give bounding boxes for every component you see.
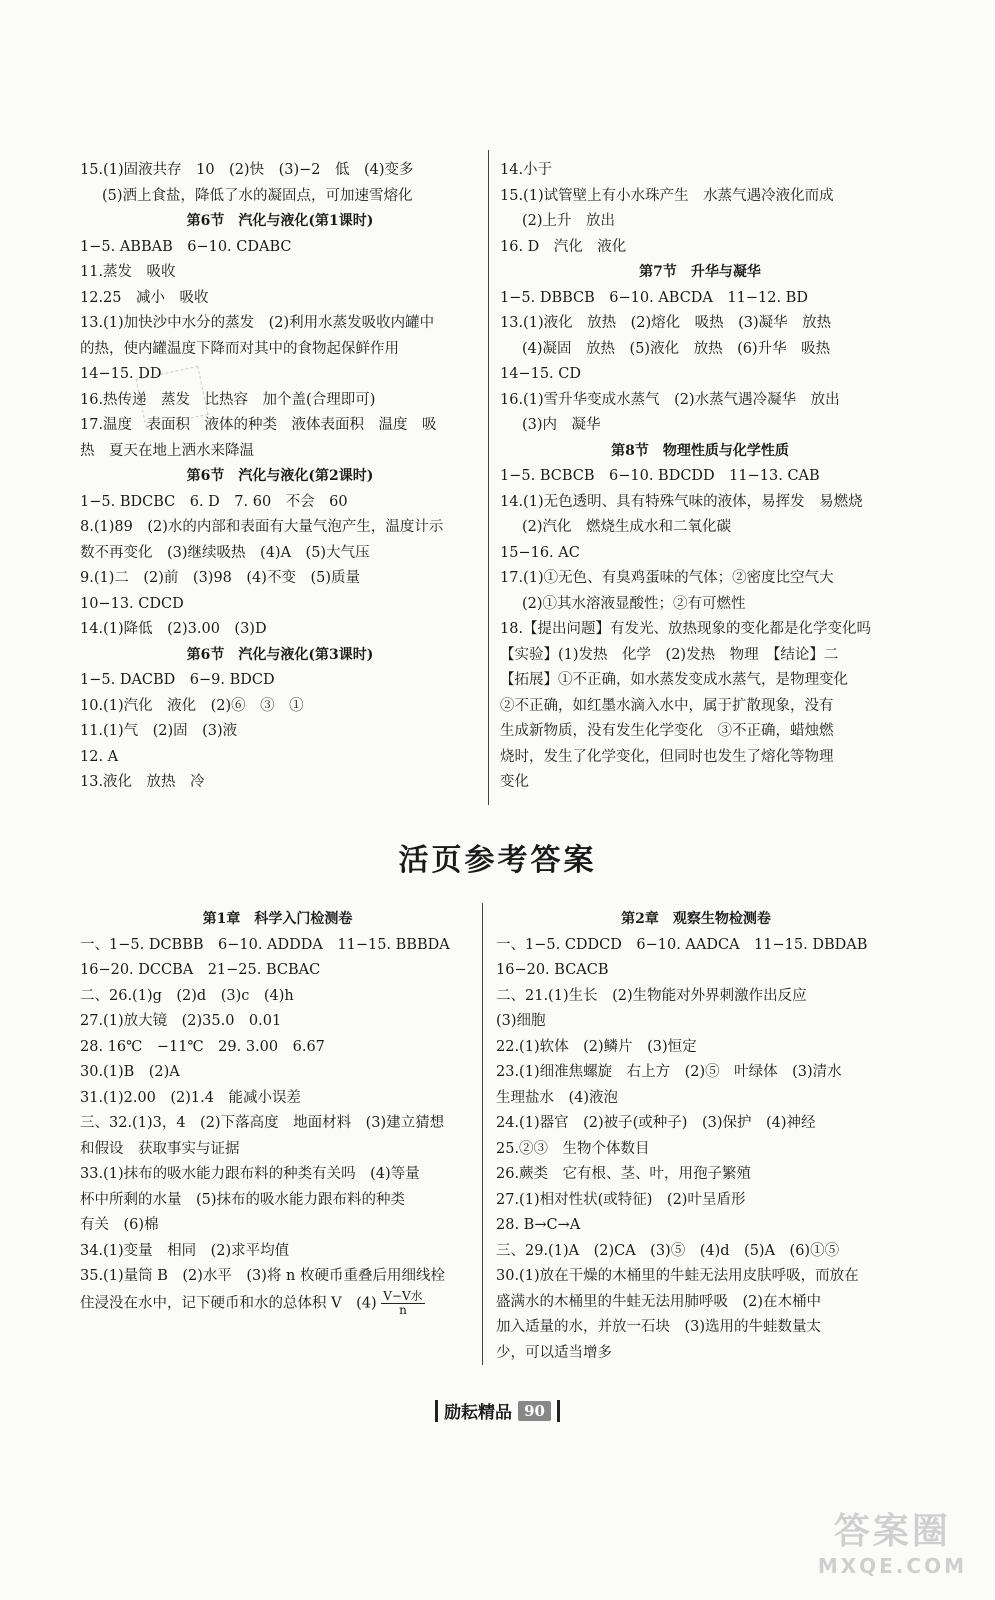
answer-line: 15.(1)试管壁上有小水珠产生 水蒸气遇冷液化而成 xyxy=(500,187,834,204)
answers-column-bottom-right xyxy=(496,907,896,1366)
answer-line: 少，可以适当增多 xyxy=(496,1344,612,1361)
answer-line: 28. B→C→A xyxy=(496,1217,581,1233)
answer-line: 28. 16℃ −11℃ 29. 3.00 6.67 xyxy=(80,1038,325,1055)
answer-line: 二、26.(1)g (2)d (3)c (4)h xyxy=(80,987,294,1004)
answer-line: 23.(1)细准焦螺旋 右上方 (2)⑤ 叶绿体 (3)清水 xyxy=(496,1064,842,1080)
answer-line: 一、1−5. DCBBB 6−10. ADDDA 11−15. BBBDA xyxy=(80,936,450,953)
answer-line: (2)上升 放出 xyxy=(522,213,616,229)
section-heading: 第7节 升华与凝华 xyxy=(639,264,761,280)
answer-line: 14.(1)无色透明、具有特殊气味的液体，易挥发 易燃烧 xyxy=(500,493,863,510)
answer-line: 【拓展】①不正确，如水蒸发变成水蒸气，是物理变化 xyxy=(500,672,848,688)
section-title: 活页参考答案 xyxy=(398,843,597,878)
answer-line: (4)凝固 放热 (5)液化 放热 (6)升华 吸热 xyxy=(522,340,831,357)
answer-line: 25.②③ 生物个体数目 xyxy=(496,1140,650,1157)
answer-line: 16−20. DCCBA 21−25. BCBAC xyxy=(80,962,321,978)
answer-line: 有关 (6)棉 xyxy=(80,1217,159,1233)
answer-line: 三、32.(1)3，4 (2)下落高度 地面材料 (3)建立猜想 xyxy=(80,1115,445,1131)
answer-line: 一、1−5. CDDCD 6−10. AADCA 11−15. DBDAB xyxy=(496,936,868,953)
answer-line: 二、21.(1)生长 (2)生物能对外界刺激作出反应 xyxy=(496,987,807,1004)
section-heading: 第6节 汽化与液化(第3课时) xyxy=(186,646,374,663)
answer-line: 变化 xyxy=(500,774,529,790)
answer-line: 生成新物质，没有发生化学变化 ③不正确，蜡烛燃 xyxy=(500,723,834,739)
answer-line: 31.(1)2.00 (2)1.4 能减小误差 xyxy=(80,1089,301,1106)
answer-line: 1−5. BCBCB 6−10. BDCDD 11−13. CAB xyxy=(500,468,820,484)
answer-line: 1−5. BDCBC 6. D 7. 60 不会 60 xyxy=(80,493,348,510)
page-footer xyxy=(0,1398,995,1426)
answer-line: 26.蕨类 它有根、茎、叶，用孢子繁殖 xyxy=(496,1166,752,1182)
answer-line: 12.25 减小 吸收 xyxy=(80,289,209,306)
answer-line: 33.(1)抹布的吸水能力跟布料的种类有关吗 (4)等量 xyxy=(80,1166,420,1182)
section-heading: 第6节 汽化与液化(第2课时) xyxy=(186,468,374,484)
answer-line: 13.(1)液化 放热 (2)熔化 吸热 (3)凝华 放热 xyxy=(500,315,832,331)
answer-line: (2)汽化 燃烧生成水和二氧化碳 xyxy=(522,519,732,535)
answer-line: 15−16. AC xyxy=(500,544,580,561)
answer-line: 14.小于 xyxy=(500,162,553,178)
answer-line: 14−15. CD xyxy=(500,366,581,382)
footer-brand: 励耘精品 xyxy=(444,1403,513,1423)
answer-line: 12. A xyxy=(80,748,119,765)
answer-line: 和假设 获取事实与证据 xyxy=(80,1140,240,1157)
answer-line: 24.(1)器官 (2)被子(或种子) (3)保护 (4)神经 xyxy=(496,1115,816,1131)
answer-line: 27.(1)相对性状(或特征) (2)叶呈盾形 xyxy=(496,1191,746,1208)
answer-line: 盛满水的木桶里的牛蛙无法用肺呼吸 (2)在木桶中 xyxy=(496,1293,822,1310)
answer-line: 1−5. ABBAB 6−10. CDABC xyxy=(80,238,292,255)
answer-line: (3)内 凝华 xyxy=(522,417,601,433)
section-heading: 第2章 观察生物检测卷 xyxy=(621,911,771,927)
footer-bar-left xyxy=(435,1400,438,1422)
answer-line: 9.(1)二 (2)前 (3)98 (4)不变 (5)质量 xyxy=(80,570,360,586)
answer-line: 13.(1)加快沙中水分的蒸发 (2)利用水蒸发吸收内罐中 xyxy=(80,315,435,331)
watermark xyxy=(818,1503,967,1578)
column-divider-bottom xyxy=(482,903,483,1365)
answer-line: 14−15. DD xyxy=(80,366,162,382)
answer-line: 16−20. BCACB xyxy=(496,962,609,978)
answer-line: 17.温度 表面积 液体的种类 液体表面积 温度 吸 xyxy=(80,417,437,433)
watermark-en: MXQE.COM xyxy=(817,1554,967,1578)
answer-line: 27.(1)放大镜 (2)35.0 0.01 xyxy=(80,1013,282,1029)
answer-line: (2)①其水溶液显酸性；②有可燃性 xyxy=(522,595,746,612)
answer-line: 烧时，发生了化学变化，但同时也发生了熔化等物理 xyxy=(500,748,834,765)
answer-line: 34.(1)变量 相同 (2)求平均值 xyxy=(80,1242,290,1259)
answer-line-fraction: 住浸没在水中，记下硬币和水的总体积 V (4) $\frac{\text{V−V水}}{n}$ xyxy=(80,1288,423,1317)
column-divider-top xyxy=(488,150,489,805)
section-heading: 第6节 汽化与液化(第1课时) xyxy=(186,213,374,229)
answer-line: 18.【提出问题】有发光、放热现象的变化都是化学变化吗 xyxy=(500,621,872,637)
answer-line: 数不再变化 (3)继续吸热 (4)A (5)大气压 xyxy=(80,544,370,561)
section-heading: 第8节 物理性质与化学性质 xyxy=(611,442,789,459)
answers-column-bottom-left xyxy=(80,907,475,1317)
answer-line: 杯中所剩的水量 (5)抹布的吸水能力跟布料的种类 xyxy=(80,1191,406,1208)
footer-bar-right xyxy=(557,1400,560,1422)
answer-line: 22.(1)软体 (2)鳞片 (3)恒定 xyxy=(496,1038,697,1055)
answer-line: 16.热传递 蒸发 比热容 加个盖(合理即可) xyxy=(80,391,376,408)
answers-column-top-right xyxy=(500,158,900,796)
answer-line: 8.(1)89 (2)水的内部和表面有大量气泡产生，温度计示 xyxy=(80,519,444,535)
answer-line: 加入适量的水，并放一石块 (3)选用的牛蛙数量太 xyxy=(496,1319,822,1335)
fraction-denominator: n xyxy=(399,1302,407,1317)
answer-line: 1−5. DBBCB 6−10. ABCDA 11−12. BD xyxy=(500,289,808,306)
answer-line: 热 夏天在地上洒水来降温 xyxy=(80,442,254,459)
answer-line: 14.(1)降低 (2)3.00 (3)D xyxy=(80,621,267,637)
answer-line: 30.(1)B (2)A xyxy=(80,1064,180,1080)
answer-line: 【实验】(1)发热 化学 (2)发热 物理 【结论】二 xyxy=(500,646,839,663)
answer-line: 16. D 汽化 液化 xyxy=(500,238,627,255)
answers-column-top-left xyxy=(80,158,480,796)
answer-line: 11.蒸发 吸收 xyxy=(80,264,176,280)
section-heading: 第1章 科学入门检测卷 xyxy=(202,911,353,927)
answer-line: 10.(1)汽化 液化 (2)⑥ ③ ① xyxy=(80,697,304,714)
watermark-cn: 答案圈 xyxy=(833,1511,951,1552)
answer-line: 13.液化 放热 冷 xyxy=(80,774,205,790)
answer-line: 15.(1)固液共存 10 (2)快 (3)−2 低 (4)变多 xyxy=(80,162,414,178)
answer-line: 三、29.(1)A (2)CA (3)⑤ (4)d (5)A (6)①⑤ xyxy=(496,1242,840,1259)
answer-line: 17.(1)①无色、有臭鸡蛋味的气体；②密度比空气大 xyxy=(500,570,834,586)
answer-line: 的热，使内罐温度下降而对其中的食物起保鲜作用 xyxy=(80,340,399,357)
answer-line: ②不正确，如红墨水滴入水中，属于扩散现象，没有 xyxy=(500,697,834,714)
answer-line: 10−13. CDCD xyxy=(80,595,184,612)
answer-line: 11.(1)气 (2)固 (3)液 xyxy=(80,723,238,739)
answer-line: 1−5. DACBD 6−9. BDCD xyxy=(80,672,275,688)
fraction-numerator: V−V水 xyxy=(383,1288,423,1303)
answer-line: 35.(1)量筒 B (2)水平 (3)将 n 枚硬币重叠后用细线栓 xyxy=(80,1268,445,1284)
answer-line: 生理盐水 (4)液泡 xyxy=(496,1089,619,1106)
page-number: 90 xyxy=(518,1401,551,1421)
answer-line: 30.(1)放在干燥的木桶里的牛蛙无法用皮肤呼吸，而放在 xyxy=(496,1268,859,1284)
answer-line: (5)洒上食盐，降低了水的凝固点，可加速雪熔化 xyxy=(102,187,413,204)
answer-line: 16.(1)雪升华变成水蒸气 (2)水蒸气遇冷凝华 放出 xyxy=(500,391,840,408)
fraction xyxy=(381,1290,424,1317)
answer-line: (3)细胞 xyxy=(496,1013,546,1029)
